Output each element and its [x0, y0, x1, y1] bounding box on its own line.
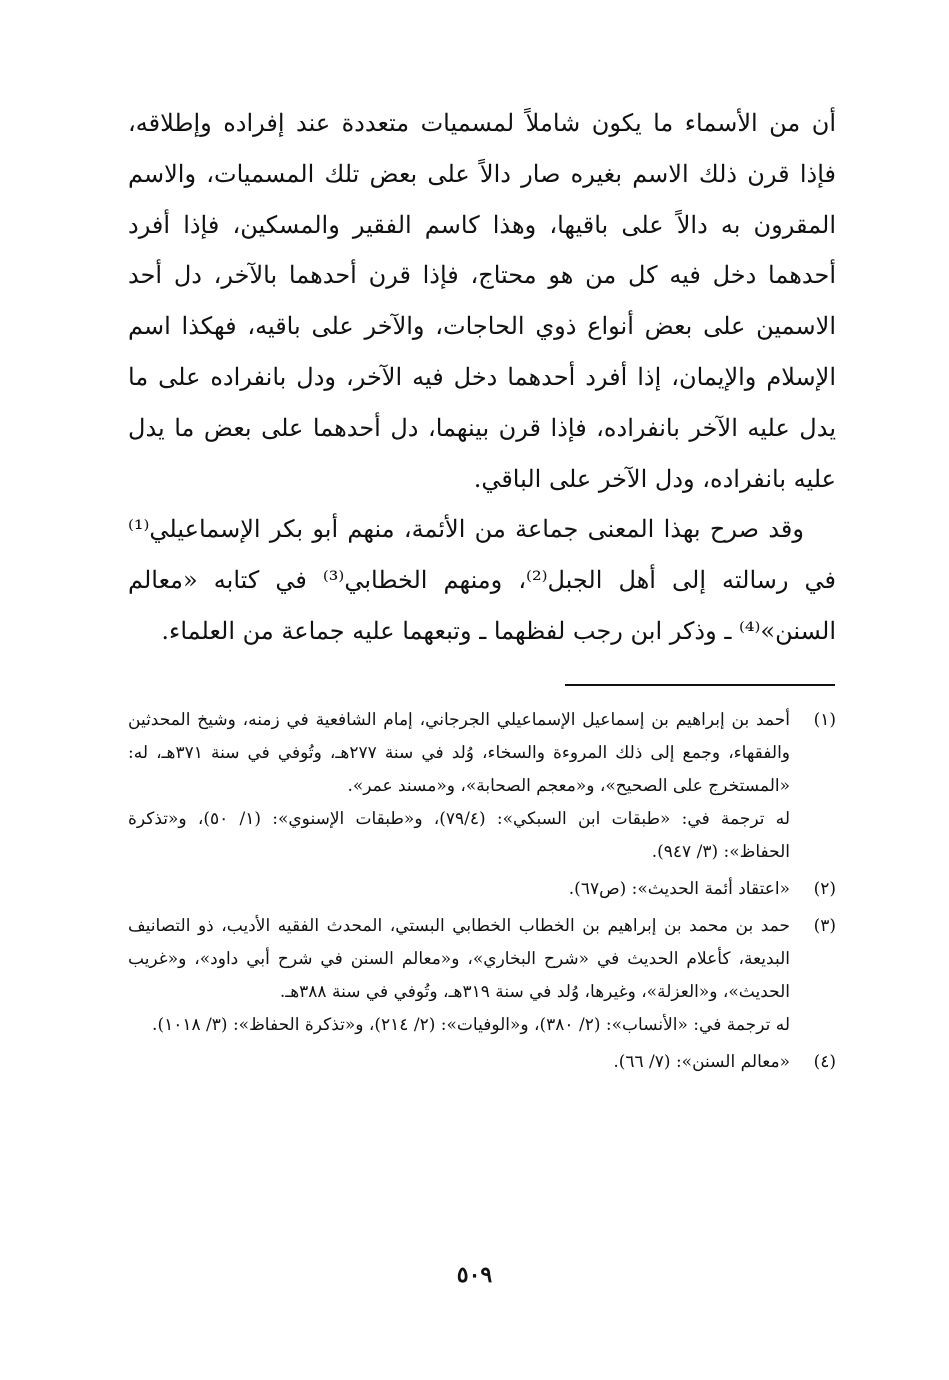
- footnote-text: «معالم السنن»: (٧/ ٦٦).: [613, 1052, 790, 1072]
- footnote-4: [128, 1046, 836, 1079]
- footnote-text: «اعتقاد أئمة الحديث»: (ص٦٧).: [568, 879, 790, 899]
- footnote-body: [128, 704, 790, 869]
- footnote-3: [128, 910, 836, 1042]
- footnote-text: له ترجمة في: «الأنساب»: (٢/ ٣٨٠)، و«الوفيات»: (٢/ ٢١٤)، و«تذكرة الحفاظ»: (٣/ ١٠١٨).: [152, 1015, 790, 1035]
- footnote-body: [128, 1046, 790, 1079]
- footnote-1: [128, 704, 836, 869]
- footnote-number: (٢): [813, 879, 836, 899]
- footnote-text: حمد بن محمد بن إبراهيم بن الخطاب الخطابي البستي، المحدث الفقيه الأديب، ذو التصانيف البديعة، كأعلام الحديث في «شرح البخاري»، و«معالم السنن في شرح أبي داود»، و«غريب الحديث»، و«العزلة»، وغيرها، وُلد في سنة ٣١٩هـ، وتُوفي في سنة ٣٨٨هـ.: [128, 916, 790, 1002]
- footnote-separator: [565, 684, 835, 686]
- body-paragraph-1: أن من الأسماء ما يكون شاملاً لمسميات متعددة عند إفراده وإطلاقه، فإذا قرن ذلك الاسم بغيره صار دالاً على بعض تلك المسميات، والاسم المقرون به دالاً على باقيها، وهذا كاسم الفقير والمسكين، فإذا أفرد أحدهما دخل فيه كل من هو محتاج، فإذا قرن أحدهما بالآخر، دل أحد الاسمين على بعض أنواع ذوي الحاجات، والآخر على باقيه، فهكذا اسم الإسلام والإيمان، إذا أفرد أحدهما دخل فيه الآخر، ودل بانفراده على ما يدل عليه الآخر بانفراده، فإذا قرن بينهما، دل أحدهما على بعض ما يدل عليه بانفراده، ودل الآخر على الباقي.: [128, 109, 837, 493]
- footnote-number: (٤): [813, 1052, 836, 1072]
- main-text: [128, 98, 836, 657]
- page-number: ٥٠٩: [456, 1262, 493, 1288]
- footnote-body: [128, 873, 790, 906]
- footnote-2: [128, 873, 836, 906]
- footnote-number: (٣): [813, 916, 836, 936]
- footnote-number: (١): [813, 710, 836, 730]
- footnote-body: [128, 910, 790, 1042]
- footnotes: [128, 704, 836, 1083]
- body-paragraph-2: وقد صرح بهذا المعنى جماعة من الأئمة، منهم أبو بكر الإسماعيلي⁽¹⁾ في رسالته إلى أهل الجبل⁽²⁾، ومنهم الخطابي⁽³⁾ في كتابه «معالم السنن»⁽⁴⁾ ـ وذكر ابن رجب لفظهما ـ وتبعهما عليه جماعة من العلماء.: [128, 515, 837, 645]
- footnote-text: أحمد بن إبراهيم بن إسماعيل الإسماعيلي الجرجاني، إمام الشافعية في زمنه، وشيخ المحدثين والفقهاء، وجمع إلى ذلك المروءة والسخاء، وُلد في سنة ٢٧٧هـ، وتُوفي في سنة ٣٧١هـ، له: «المستخرج على الصحيح»، و«معجم الصحابة»، و«مسند عمر».: [128, 710, 790, 796]
- footnote-text: له ترجمة في: «طبقات ابن السبكي»: (٧٩/٤)، و«طبقات الإسنوي»: (١/ ٥٠)، و«تذكرة الحفاظ»: (٣/ ٩٤٧).: [128, 809, 791, 862]
